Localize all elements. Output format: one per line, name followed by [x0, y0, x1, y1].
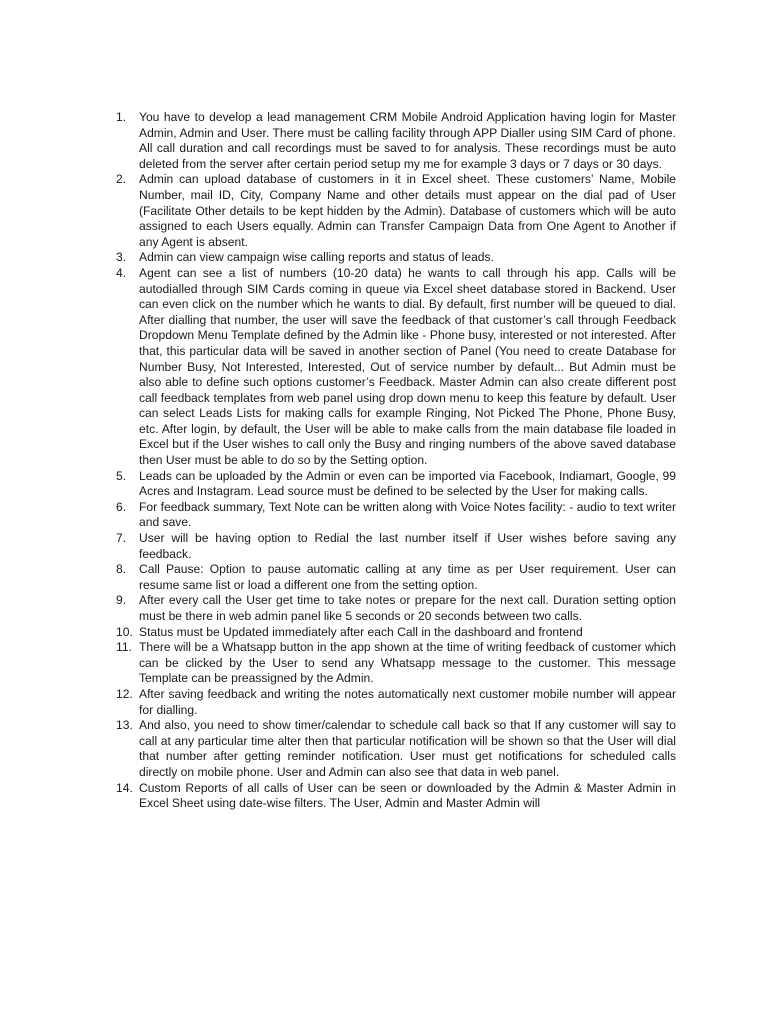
list-item	[116, 110, 676, 172]
item-number: 12.	[116, 686, 133, 701]
item-text: Agent can see a list of numbers (10-20 data) he wants to call through his app. Calls will be autodialled through SIM Cards coming in queue via Excel sheet database stored in Backend. User can even click on the number which he wants to dial. By default, first number will be queued to dial. After dialling that number, the user will save the feedback of that customer’s call through Feedback Dropdown Menu Template defined by the Admin like - Phone busy, interested or not interested. After that, this particular data will be saved in another section of Panel (You need to create Database for Number Busy, Not Interested, Interested, Out of service number by default... But Admin must be also able to define such options customer’s Feedback. Master Admin can also create different post call feedback templates from web panel using drop down menu to keep this feature by default. User can select Leads Lists for making calls for example Ringing, Not Picked The Phone, Phone Busy, etc. After login, by default, the User will be able to make calls from the main database file loaded in Excel but if the User wishes to call only the Busy and ringing numbers of the above saved database then User must be able to do so by the Setting option.	[139, 265, 676, 468]
item-text: Call Pause: Option to pause automatic calling at any time as per User requirement. User can resume same list or load a different one from the setting option.	[139, 562, 676, 592]
item-text: You have to develop a lead management CRM Mobile Android Application having login for Master Admin, Admin and User. There must be calling facility through APP Dialler using SIM Card of phone. All call duration and call recordings must be saved to for analysis. These recordings must be auto deleted from the server after certain period setup my me for example 3 days or 7 days or 30 days.	[139, 110, 676, 171]
item-number: 3.	[116, 250, 127, 265]
item-text: Custom Reports of all calls of User can be seen or downloaded by the Admin & Master Admin in Excel Sheet using date-wise filters. The User, Admin and Master Admin will	[139, 780, 676, 811]
list-item	[116, 250, 676, 266]
list-item	[116, 531, 676, 562]
list-item	[116, 266, 676, 469]
list-item	[116, 640, 676, 687]
list-item	[116, 500, 676, 531]
item-number: 14.	[116, 780, 133, 795]
list-item	[116, 172, 676, 250]
item-text: There will be a Whatsapp button in the app shown at the time of writing feedback of customer which can be clicked by the User to send any Whatsapp message to the customer. This message Template can be preassigned by the Admin.	[139, 640, 676, 686]
item-text: After saving feedback and writing the notes automatically next customer mobile number will appear for dialling.	[139, 686, 676, 717]
list-item	[116, 593, 676, 624]
list-item	[116, 781, 676, 812]
list-item	[116, 562, 676, 593]
item-text: User will be having option to Redial the last number itself if User wishes before saving any feedback.	[139, 531, 676, 561]
item-number: 6.	[116, 499, 127, 514]
item-number: 2.	[116, 172, 127, 187]
list-item	[116, 469, 676, 500]
list-item	[116, 687, 676, 718]
item-number: 5.	[116, 468, 127, 483]
item-text: For feedback summary, Text Note can be written along with Voice Notes facility: - audio to text writer and save.	[139, 499, 676, 530]
item-text: Status must be Updated immediately after each Call in the dashboard and frontend	[139, 624, 583, 639]
item-number: 1.	[116, 110, 127, 124]
item-number: 8.	[116, 562, 127, 577]
item-number: 9.	[116, 593, 127, 608]
item-number: 11.	[116, 640, 132, 655]
item-text: After every call the User get time to take notes or prepare for the next call. Duration setting option must be there in web admin panel like 5 seconds or 20 seconds between two calls.	[139, 593, 676, 623]
item-text: Leads can be uploaded by the Admin or even can be imported via Facebook, Indiamart, Google, 99 Acres and Instagram. Lead source must be defined to be selected by the User for making calls.	[139, 468, 676, 499]
list-item	[116, 718, 676, 780]
item-text: Admin can view campaign wise calling reports and status of leads.	[139, 250, 494, 265]
item-number: 13.	[116, 718, 133, 733]
item-text: Admin can upload database of customers in it in Excel sheet. These customers’ Name, Mobile Number, mail ID, City, Company Name and other details must appear on the dial pad of User (Facilitate Other details to be kept hidden by the Admin). Database of customers which will be auto assigned to each Users equally. Admin can Transfer Campaign Data from One Agent to Another if any Agent is absent.	[139, 172, 676, 249]
item-number: 4.	[116, 265, 127, 280]
requirements-list	[116, 110, 676, 812]
list-item	[116, 625, 676, 641]
item-number: 7.	[116, 531, 127, 546]
item-number: 10.	[116, 624, 133, 639]
item-text: And also, you need to show timer/calendar to schedule call back so that If any customer will say to call at any particular time alter then that particular notification will be shown so that the User will dial that number after getting reminder notification. User must get notifications for scheduled calls directly on mobile phone. User and Admin can also see that data in web panel.	[139, 718, 676, 779]
